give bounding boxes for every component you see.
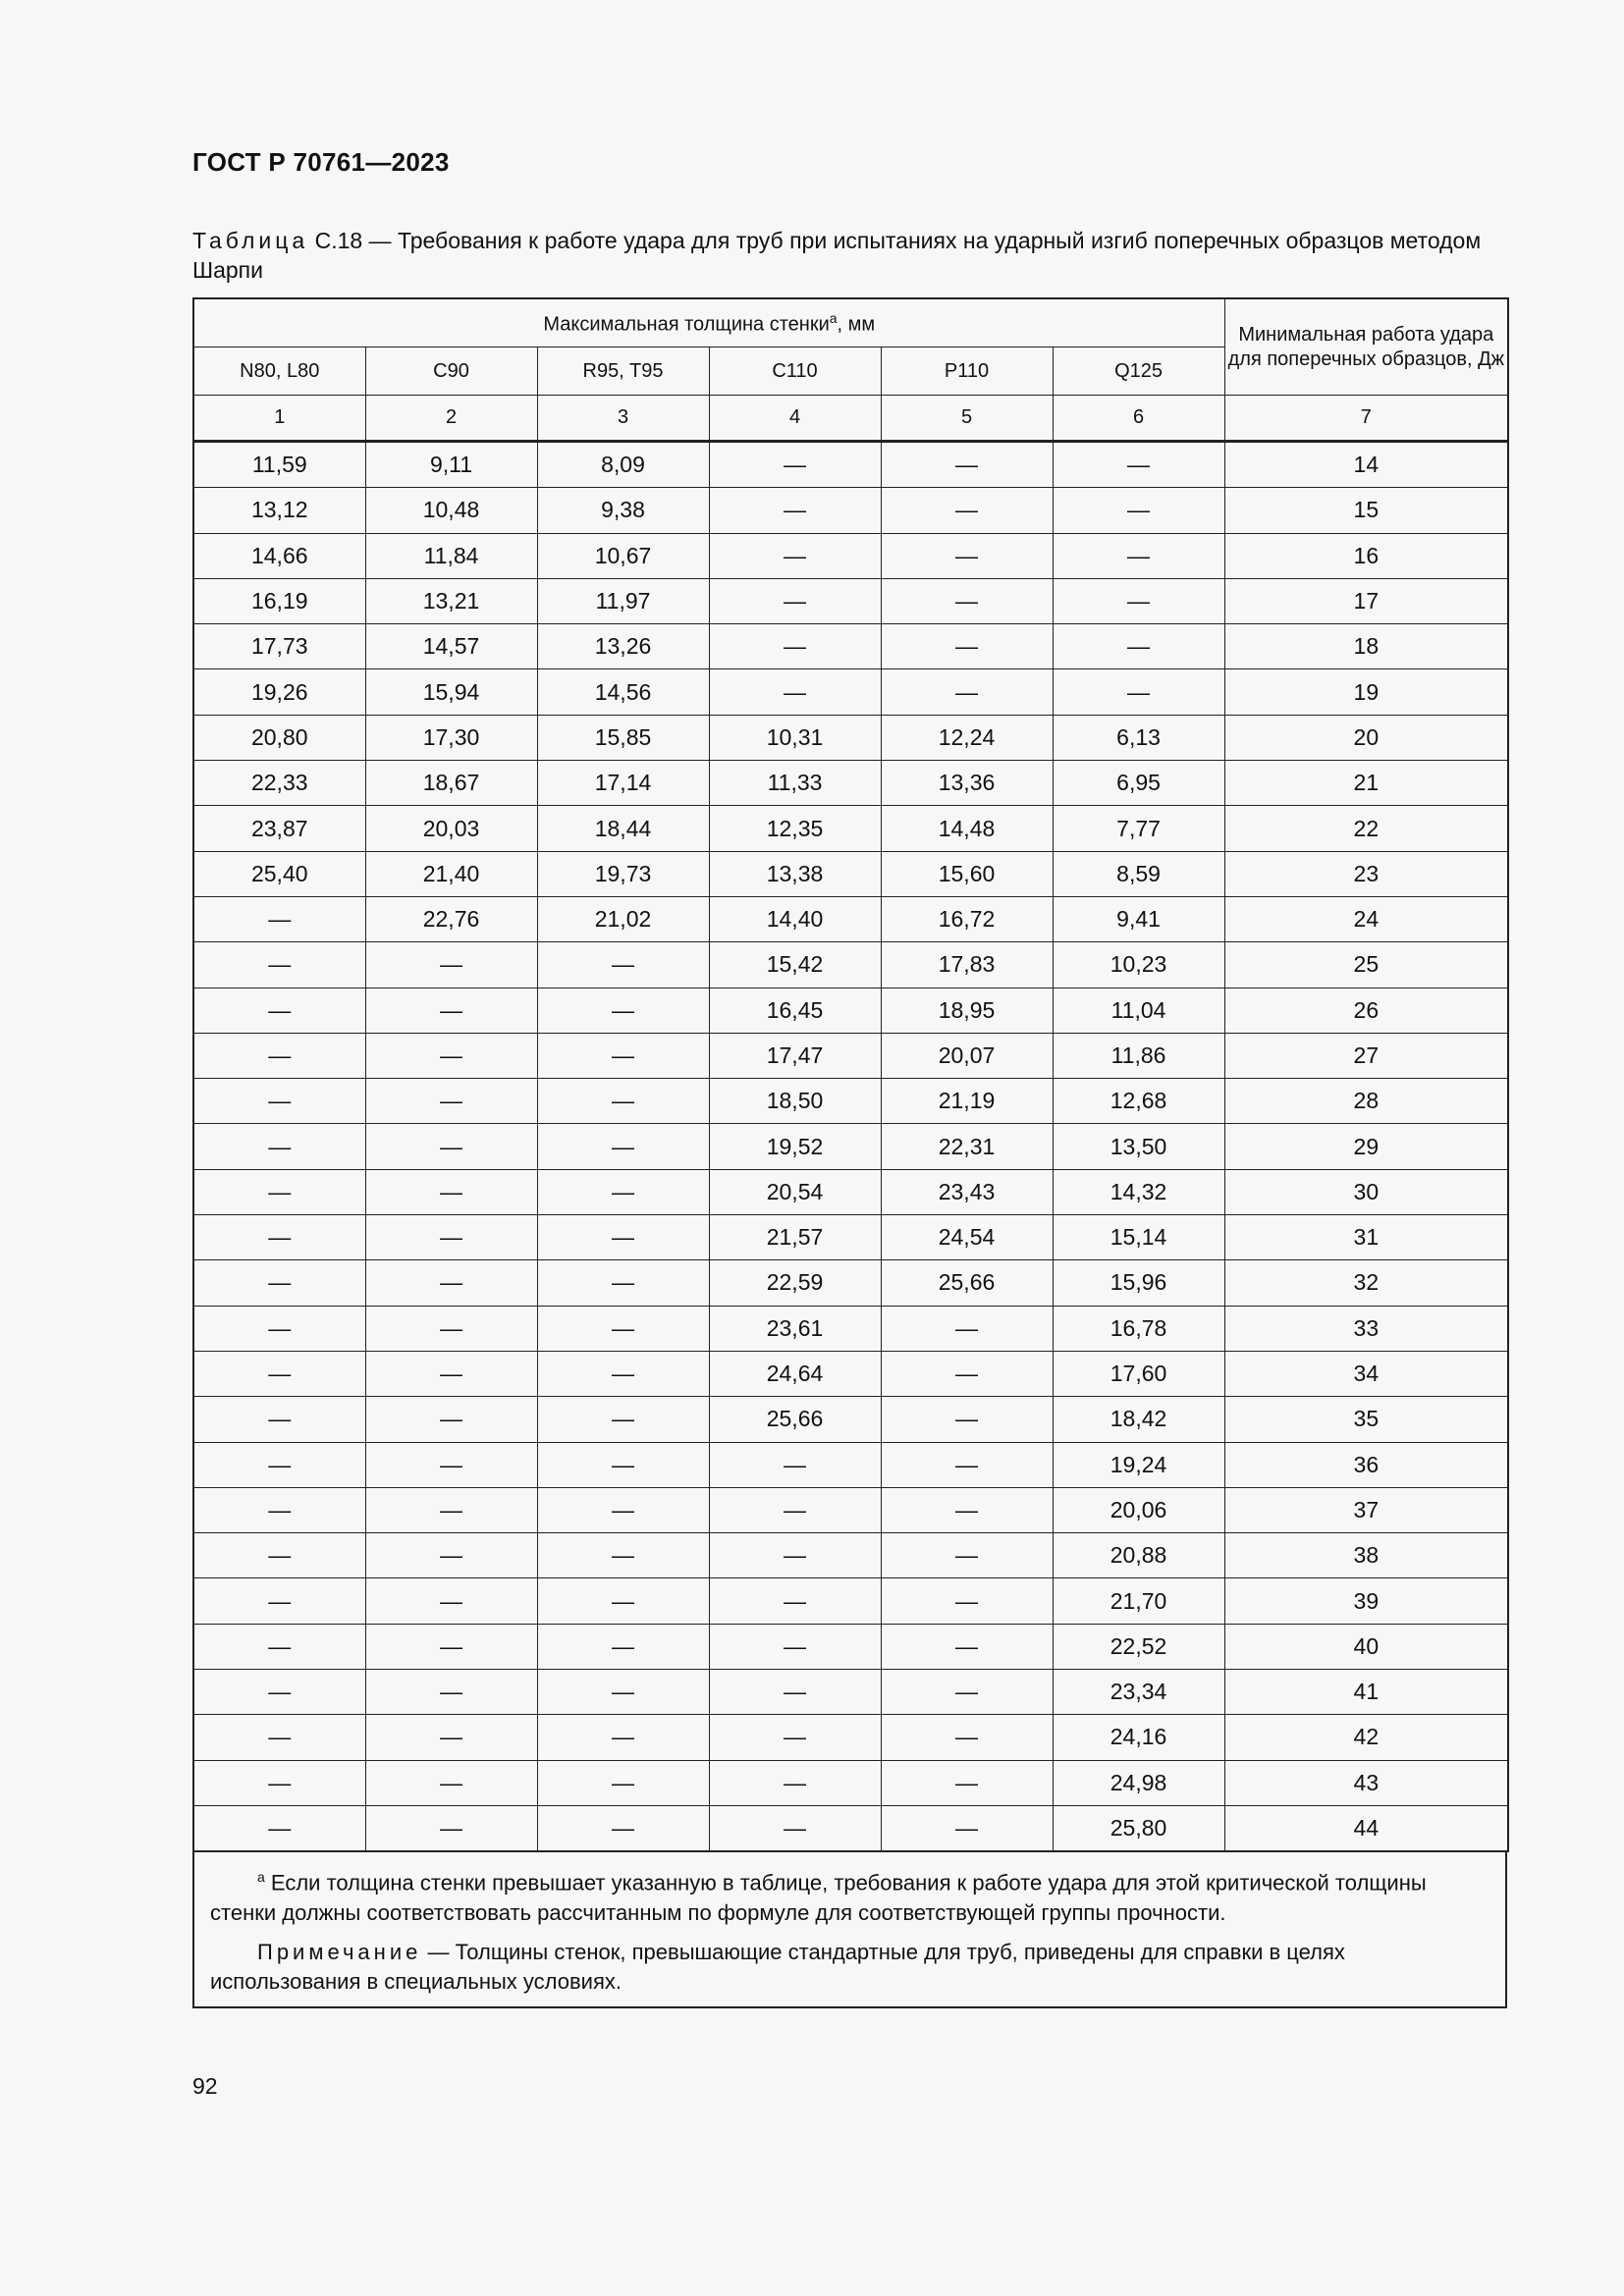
column-number: 5 [881, 396, 1053, 442]
table-cell: 19 [1224, 669, 1508, 715]
table-cell: 10,67 [537, 533, 709, 578]
table-cell: — [537, 1033, 709, 1078]
table-cell: — [537, 1715, 709, 1760]
table-cell: 25,66 [709, 1397, 881, 1442]
table-cell: 27 [1224, 1033, 1508, 1078]
table-cell: 13,38 [709, 851, 881, 896]
column-header: N80, L80 [193, 347, 365, 396]
impact-energy-table [192, 297, 1509, 1852]
table-cell: 40 [1224, 1624, 1508, 1669]
table-cell: 34 [1224, 1351, 1508, 1396]
table-cell: — [537, 1670, 709, 1715]
page-number: 92 [192, 2073, 218, 2099]
table-cell: 14,40 [709, 896, 881, 941]
table-cell: — [537, 1805, 709, 1851]
column-number: 7 [1224, 396, 1508, 442]
table-cell: — [709, 669, 881, 715]
table-row [193, 488, 1508, 533]
table-cell: 23,34 [1053, 1670, 1224, 1715]
table-cell: — [881, 1533, 1053, 1578]
table-cell: 18,50 [709, 1079, 881, 1124]
table-cell: 17,73 [193, 624, 365, 669]
table-cell: 39 [1224, 1578, 1508, 1624]
table-cell: 22,59 [709, 1260, 881, 1306]
table-cell: — [537, 1578, 709, 1624]
table-cell: — [365, 1624, 537, 1669]
table-cell: — [537, 1760, 709, 1805]
table-cell: — [193, 1715, 365, 1760]
table-cell: 19,52 [709, 1124, 881, 1169]
table-cell: — [709, 1715, 881, 1760]
table-cell: — [193, 1306, 365, 1351]
table-cell: — [537, 1487, 709, 1532]
table-notes [192, 1852, 1507, 2007]
table-cell: — [881, 1624, 1053, 1669]
table-cell: — [365, 1715, 537, 1760]
table-cell: 16,45 [709, 988, 881, 1033]
table-cell: — [537, 988, 709, 1033]
table-cell: 20,06 [1053, 1487, 1224, 1532]
table-cell: 24 [1224, 896, 1508, 941]
table-cell: — [881, 488, 1053, 533]
table-cell: 20,03 [365, 806, 537, 851]
table-row [193, 896, 1508, 941]
table-cell: 9,41 [1053, 896, 1224, 941]
table-cell: 14,32 [1053, 1169, 1224, 1214]
table-cell: — [365, 1760, 537, 1805]
table-cell: — [365, 1578, 537, 1624]
table-cell: — [881, 669, 1053, 715]
table-cell: — [193, 1124, 365, 1169]
table-cell: — [365, 1397, 537, 1442]
table-cell: 25,66 [881, 1260, 1053, 1306]
table-cell: — [881, 1805, 1053, 1851]
column-header: P110 [881, 347, 1053, 396]
table-cell: 13,50 [1053, 1124, 1224, 1169]
table-row [193, 1715, 1508, 1760]
table-cell: 13,12 [193, 488, 365, 533]
table-cell: — [881, 1442, 1053, 1487]
table-cell: 14,57 [365, 624, 537, 669]
table-cell: 18,44 [537, 806, 709, 851]
table-row [193, 1260, 1508, 1306]
table-row [193, 624, 1508, 669]
table-cell: — [881, 578, 1053, 623]
table-cell: 26 [1224, 988, 1508, 1033]
table-cell: — [365, 1351, 537, 1396]
table-cell: — [881, 1578, 1053, 1624]
table-cell: 21,19 [881, 1079, 1053, 1124]
table-cell: 8,59 [1053, 851, 1224, 896]
table-cell: 23,87 [193, 806, 365, 851]
table-cell: — [709, 1624, 881, 1669]
table-row [193, 669, 1508, 715]
table-cell: 19,24 [1053, 1442, 1224, 1487]
table-row [193, 761, 1508, 806]
table-body [193, 442, 1508, 1852]
table-cell: 12,68 [1053, 1079, 1224, 1124]
table-cell: 15,85 [537, 715, 709, 760]
table-cell: — [193, 942, 365, 988]
table-cell: — [365, 1442, 537, 1487]
table-cell: 36 [1224, 1442, 1508, 1487]
table-row [193, 851, 1508, 896]
table-cell: 24,54 [881, 1215, 1053, 1260]
column-number: 3 [537, 396, 709, 442]
table-cell: — [365, 1306, 537, 1351]
table-cell: 9,11 [365, 442, 537, 488]
table-cell: — [537, 1215, 709, 1260]
table-cell: 41 [1224, 1670, 1508, 1715]
table-cell: — [193, 1260, 365, 1306]
table-cell: — [193, 1533, 365, 1578]
caption-text: С.18 — Требования к работе удара для труб при испытаниях на ударный изгиб поперечных образцов методом Шарпи [192, 228, 1482, 283]
table-cell: 21,70 [1053, 1578, 1224, 1624]
table-cell: 20,88 [1053, 1533, 1224, 1578]
table-cell: — [365, 1260, 537, 1306]
table-cell: — [1053, 488, 1224, 533]
table-cell: 13,36 [881, 761, 1053, 806]
table-cell: 31 [1224, 1215, 1508, 1260]
table-cell: — [365, 1124, 537, 1169]
table-cell: — [193, 1578, 365, 1624]
table-cell: — [193, 896, 365, 941]
table-cell: — [881, 1670, 1053, 1715]
table-cell: — [193, 1805, 365, 1851]
table-cell: 17,60 [1053, 1351, 1224, 1396]
group-header: Максимальная толщина стенки$^a$, мм [193, 298, 1224, 347]
table-cell: — [537, 1533, 709, 1578]
table-caption [192, 226, 1508, 285]
table-cell: 12,24 [881, 715, 1053, 760]
table-cell: 24,16 [1053, 1715, 1224, 1760]
table-cell: — [709, 1442, 881, 1487]
table-cell: — [1053, 442, 1224, 488]
table-cell: 18,67 [365, 761, 537, 806]
document-header: ГОСТ Р 70761—2023 [192, 147, 450, 177]
table-cell: 10,48 [365, 488, 537, 533]
table-row [193, 1033, 1508, 1078]
table-cell: 16,72 [881, 896, 1053, 941]
table-cell: — [537, 1260, 709, 1306]
table-cell: 15 [1224, 488, 1508, 533]
table-cell: 6,13 [1053, 715, 1224, 760]
table-row [193, 1397, 1508, 1442]
table-cell: — [1053, 669, 1224, 715]
table-row [193, 1351, 1508, 1396]
table-cell: — [537, 1397, 709, 1442]
table-cell: 25,80 [1053, 1805, 1224, 1851]
table-cell: — [365, 988, 537, 1033]
table-cell: 16 [1224, 533, 1508, 578]
table-cell: — [365, 1533, 537, 1578]
table-cell: — [709, 533, 881, 578]
table-row [193, 1533, 1508, 1578]
table-cell: 11,59 [193, 442, 365, 488]
table-cell: 22,76 [365, 896, 537, 941]
table-cell: 14,66 [193, 533, 365, 578]
table-cell: 15,96 [1053, 1260, 1224, 1306]
table-cell: 19,26 [193, 669, 365, 715]
table-row [193, 1442, 1508, 1487]
table-row [193, 1624, 1508, 1669]
table-cell: 9,38 [537, 488, 709, 533]
table-row [193, 578, 1508, 623]
table-cell: 11,33 [709, 761, 881, 806]
table-cell: 18,42 [1053, 1397, 1224, 1442]
table-cell: — [709, 578, 881, 623]
table-cell: 43 [1224, 1760, 1508, 1805]
table-cell: — [193, 1215, 365, 1260]
table-cell: — [193, 1079, 365, 1124]
table-cell: — [365, 1487, 537, 1532]
table-cell: 20,54 [709, 1169, 881, 1214]
table-cell: — [365, 1169, 537, 1214]
caption-prefix: Таблица [192, 228, 309, 253]
table-cell: — [537, 1624, 709, 1669]
table-cell: 11,97 [537, 578, 709, 623]
table-row [193, 1760, 1508, 1805]
table-row [193, 1487, 1508, 1532]
table-cell: 38 [1224, 1533, 1508, 1578]
column-header: C110 [709, 347, 881, 396]
table-cell: — [193, 1624, 365, 1669]
table-cell: — [365, 1670, 537, 1715]
table-cell: 6,95 [1053, 761, 1224, 806]
column-header: R95, T95 [537, 347, 709, 396]
table-cell: 22,52 [1053, 1624, 1224, 1669]
table-cell: — [365, 942, 537, 988]
table-cell: 10,31 [709, 715, 881, 760]
column-number-row [193, 396, 1508, 442]
table-cell: 18 [1224, 624, 1508, 669]
table-cell: — [193, 1397, 365, 1442]
table-row [193, 1306, 1508, 1351]
table-cell: 12,35 [709, 806, 881, 851]
table-cell: — [1053, 624, 1224, 669]
table-row [193, 1124, 1508, 1169]
table-cell: 25 [1224, 942, 1508, 988]
table-cell: — [193, 1487, 365, 1532]
table-cell: — [193, 1033, 365, 1078]
table-cell: — [881, 1760, 1053, 1805]
table-cell: 11,84 [365, 533, 537, 578]
table-cell: 16,19 [193, 578, 365, 623]
table-cell: — [709, 1670, 881, 1715]
table-row [193, 942, 1508, 988]
table-cell: 18,95 [881, 988, 1053, 1033]
table-cell: — [193, 1351, 365, 1396]
table-row [193, 1169, 1508, 1214]
table-cell: 20,80 [193, 715, 365, 760]
table-cell: 37 [1224, 1487, 1508, 1532]
note: Примечание — Толщины стенок, превышающие стандартные для труб, приведены для справки в целях использования в специальных условиях. [210, 1939, 1345, 1994]
table-cell: — [537, 1306, 709, 1351]
table-row [193, 1670, 1508, 1715]
table-cell: — [709, 488, 881, 533]
table-cell: — [1053, 578, 1224, 623]
table-cell: 44 [1224, 1805, 1508, 1851]
table-cell: 11,86 [1053, 1033, 1224, 1078]
table-cell: — [709, 624, 881, 669]
table-cell: — [709, 1533, 881, 1578]
table-cell: 30 [1224, 1169, 1508, 1214]
table-cell: — [1053, 533, 1224, 578]
table-cell: 21,02 [537, 896, 709, 941]
table-cell: 15,14 [1053, 1215, 1224, 1260]
table-cell: 13,26 [537, 624, 709, 669]
table-cell: — [881, 533, 1053, 578]
table-cell: — [365, 1805, 537, 1851]
table-cell: 20 [1224, 715, 1508, 760]
table-container [192, 297, 1507, 2008]
column-header: C90 [365, 347, 537, 396]
table-cell: 15,60 [881, 851, 1053, 896]
table-row [193, 533, 1508, 578]
table-cell: 23,43 [881, 1169, 1053, 1214]
table-cell: — [709, 1760, 881, 1805]
table-cell: — [881, 1397, 1053, 1442]
table-row [193, 442, 1508, 488]
table-cell: — [537, 942, 709, 988]
table-cell: 33 [1224, 1306, 1508, 1351]
table-cell: 42 [1224, 1715, 1508, 1760]
table-cell: 10,23 [1053, 942, 1224, 988]
table-cell: — [193, 988, 365, 1033]
table-cell: 16,78 [1053, 1306, 1224, 1351]
table-cell: 24,98 [1053, 1760, 1224, 1805]
table-cell: 25,40 [193, 851, 365, 896]
column-number: 4 [709, 396, 881, 442]
table-cell: 29 [1224, 1124, 1508, 1169]
table-cell: 17,14 [537, 761, 709, 806]
table-cell: 17,47 [709, 1033, 881, 1078]
table-cell: — [881, 624, 1053, 669]
table-cell: 22,31 [881, 1124, 1053, 1169]
column-number: 2 [365, 396, 537, 442]
table-cell: — [709, 442, 881, 488]
table-cell: — [537, 1079, 709, 1124]
table-cell: — [881, 1306, 1053, 1351]
table-cell: 14,56 [537, 669, 709, 715]
table-cell: — [709, 1578, 881, 1624]
table-cell: — [193, 1442, 365, 1487]
table-cell: — [881, 1487, 1053, 1532]
table-cell: — [537, 1351, 709, 1396]
table-cell: 21,57 [709, 1215, 881, 1260]
table-cell: — [537, 1124, 709, 1169]
table-cell: 15,42 [709, 942, 881, 988]
table-cell: 7,77 [1053, 806, 1224, 851]
table-row [193, 988, 1508, 1033]
column-header: Q125 [1053, 347, 1224, 396]
table-cell: — [709, 1487, 881, 1532]
table-cell: 22,33 [193, 761, 365, 806]
table-cell: — [881, 1351, 1053, 1396]
table-cell: 32 [1224, 1260, 1508, 1306]
table-cell: 14 [1224, 442, 1508, 488]
table-cell: — [365, 1079, 537, 1124]
table-cell: 24,64 [709, 1351, 881, 1396]
table-cell: 35 [1224, 1397, 1508, 1442]
table-cell: 17,83 [881, 942, 1053, 988]
table-cell: 28 [1224, 1079, 1508, 1124]
table-row [193, 806, 1508, 851]
table-cell: 23 [1224, 851, 1508, 896]
table-cell: 17 [1224, 578, 1508, 623]
table-row [193, 1805, 1508, 1851]
table-cell: 14,48 [881, 806, 1053, 851]
table-cell: 11,04 [1053, 988, 1224, 1033]
table-cell: — [193, 1670, 365, 1715]
table-cell: — [537, 1169, 709, 1214]
column-number: 6 [1053, 396, 1224, 442]
table-cell: — [709, 1805, 881, 1851]
column-number: 1 [193, 396, 365, 442]
table-cell: 20,07 [881, 1033, 1053, 1078]
table-cell: 13,21 [365, 578, 537, 623]
table-cell: — [193, 1760, 365, 1805]
table-cell: — [881, 442, 1053, 488]
table-cell: 19,73 [537, 851, 709, 896]
table-cell: — [193, 1169, 365, 1214]
table-cell: — [537, 1442, 709, 1487]
table-row [193, 715, 1508, 760]
table-cell: 22 [1224, 806, 1508, 851]
table-cell: 15,94 [365, 669, 537, 715]
table-cell: 23,61 [709, 1306, 881, 1351]
table-cell: 21 [1224, 761, 1508, 806]
table-cell: — [365, 1033, 537, 1078]
table-cell: 21,40 [365, 851, 537, 896]
min-energy-header: Минимальная работа удара для поперечных образцов, Дж [1224, 298, 1508, 396]
table-row [193, 1079, 1508, 1124]
table-cell: 8,09 [537, 442, 709, 488]
table-cell: — [881, 1715, 1053, 1760]
table-row [193, 1215, 1508, 1260]
table-cell: 17,30 [365, 715, 537, 760]
footnote: $^a$ Если толщина стенки превышает указанную в таблице, требования к работе удара для этой критической толщины стенки должны соответствовать рассчитанным по формуле для соответствующей группы прочности. [210, 1869, 1427, 1925]
table-cell: — [365, 1215, 537, 1260]
table-row [193, 1578, 1508, 1624]
